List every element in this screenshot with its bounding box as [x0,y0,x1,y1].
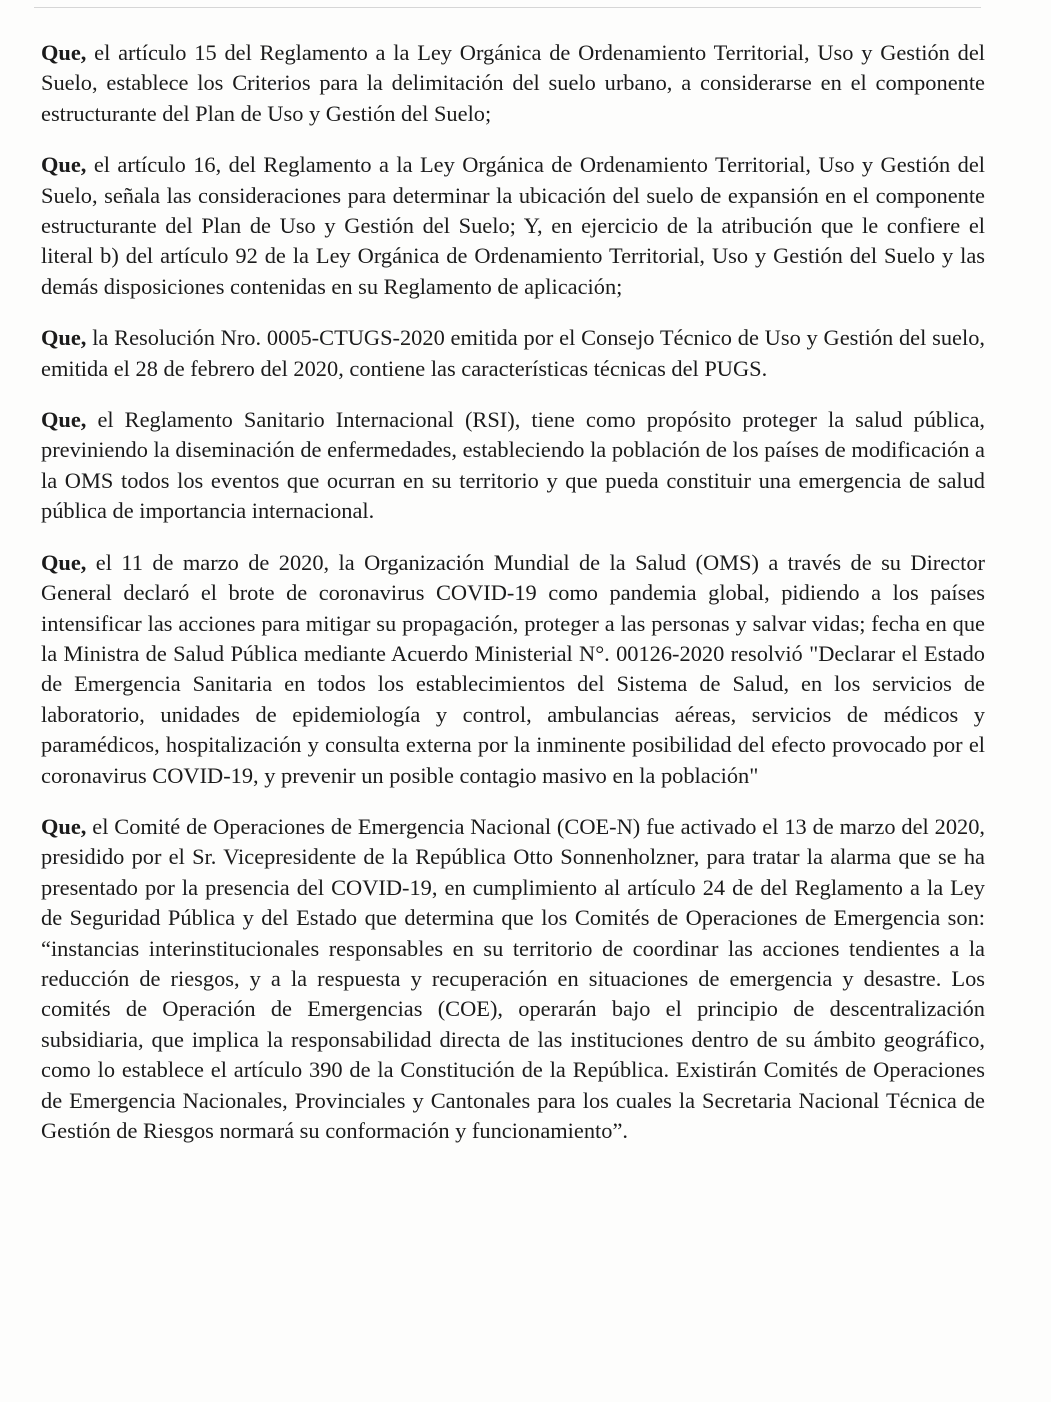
page-top-rule [34,7,981,8]
paragraph-keyword: Que, [41,549,87,575]
document-body [41,38,985,1167]
paragraph-text: el artículo 15 del Reglamento a la Ley Orgánica de Ordenamiento Territorial, Uso y Gestión del Suelo, establece los Criterios para la delimitación del suelo urbano, a considerarse en el componente estructurante del Plan de Uso y Gestión del Suelo; [41,40,985,126]
paragraph-text: el artículo 16, del Reglamento a la Ley Orgánica de Ordenamiento Territorial, Uso y Gestión del Suelo, señala las consideraciones para determinar la ubicación del suelo de expansión en el componente estructurante del Plan de Uso y Gestión del Suelo; Y, en ejercicio de la atribución que le confiere el literal b) del artículo 92 de la Ley Orgánica de Ordenamiento Territorial, Uso y Gestión del Suelo y las demás disposiciones contenidas en su Reglamento de aplicación; [41,152,985,299]
paragraph-text: el Reglamento Sanitario Internacional (RSI), tiene como propósito proteger la salud pública, previniendo la diseminación de enfermedades, estableciendo la población de los países de modificación a la OMS todos los eventos que ocurran en su territorio y que pueda constituir una emergencia de salud pública de importancia internacional. [41,407,985,524]
paragraph-keyword: Que, [41,813,87,839]
paragraph-que-resolucion-ctugs [41,323,985,384]
paragraph-keyword: Que, [41,40,87,65]
paragraph-que-articulo-16 [41,150,985,302]
paragraph-que-reglamento-sanitario [41,405,985,527]
paragraph-que-oms-pandemia [41,548,985,791]
paragraph-keyword: Que, [41,152,87,178]
paragraph-text: el Comité de Operaciones de Emergencia Nacional (COE-N) fue activado el 13 de marzo del 2020, presidido por el Sr. Vicepresidente de la República Otto Sonnenholzner, para tratar la alarma que se ha presentado por la presencia del COVID-19, en cumplimiento al artículo 24 de del Reglamento a la Ley de Seguridad Pública y del Estado que determina que los Comités de Operaciones de Emergencia son: “instancias interinstitucionales responsables en su territorio de coordinar las acciones tendientes a la reducción de riesgos, y a la respuesta y recuperación en situaciones de emergencia y desastre. Los comités de Operación de Emergencias (COE), operarán bajo el principio de descentralización subsidiaria, que implica la responsabilidad directa de las instituciones dentro de su ámbito geográfico, como lo establece el artículo 390 de la Constitución de la República. Existirán Comités de Operaciones de Emergencia Nacionales, Provinciales y Cantonales para los cuales la Secretaria Nacional Técnica de Gestión de Riesgos normará su conformación y funcionamiento”. [41,813,985,1143]
paragraph-que-articulo-15 [41,38,985,129]
paragraph-text: la Resolución Nro. 0005-CTUGS-2020 emitida por el Consejo Técnico de Uso y Gestión del suelo, emitida el 28 de febrero del 2020, contiene las características técnicas del PUGS. [41,325,985,381]
paragraph-keyword: Que, [41,325,87,351]
paragraph-keyword: Que, [41,407,87,433]
paragraph-que-coe-nacional [41,812,985,1146]
paragraph-text: el 11 de marzo de 2020, la Organización Mundial de la Salud (OMS) a través de su Director General declaró el brote de coronavirus COVID-19 como pandemia global, pidiendo a los países intensificar las acciones para mitigar su propagación, proteger a las personas y salvar vidas; fecha en que la Ministra de Salud Pública mediante Acuerdo Ministerial N°. 00126-2020 resolvió "Declarar el Estado de Emergencia Sanitaria en todos los establecimientos del Sistema de Salud, en los servicios de laboratorio, unidades de epidemiología y control, ambulancias aéreas, servicios de médicos y paramédicos, hospitalización y consulta externa por la inminente posibilidad del efecto provocado por el coronavirus COVID-19, y prevenir un posible contagio masivo en la población" [41,549,985,788]
